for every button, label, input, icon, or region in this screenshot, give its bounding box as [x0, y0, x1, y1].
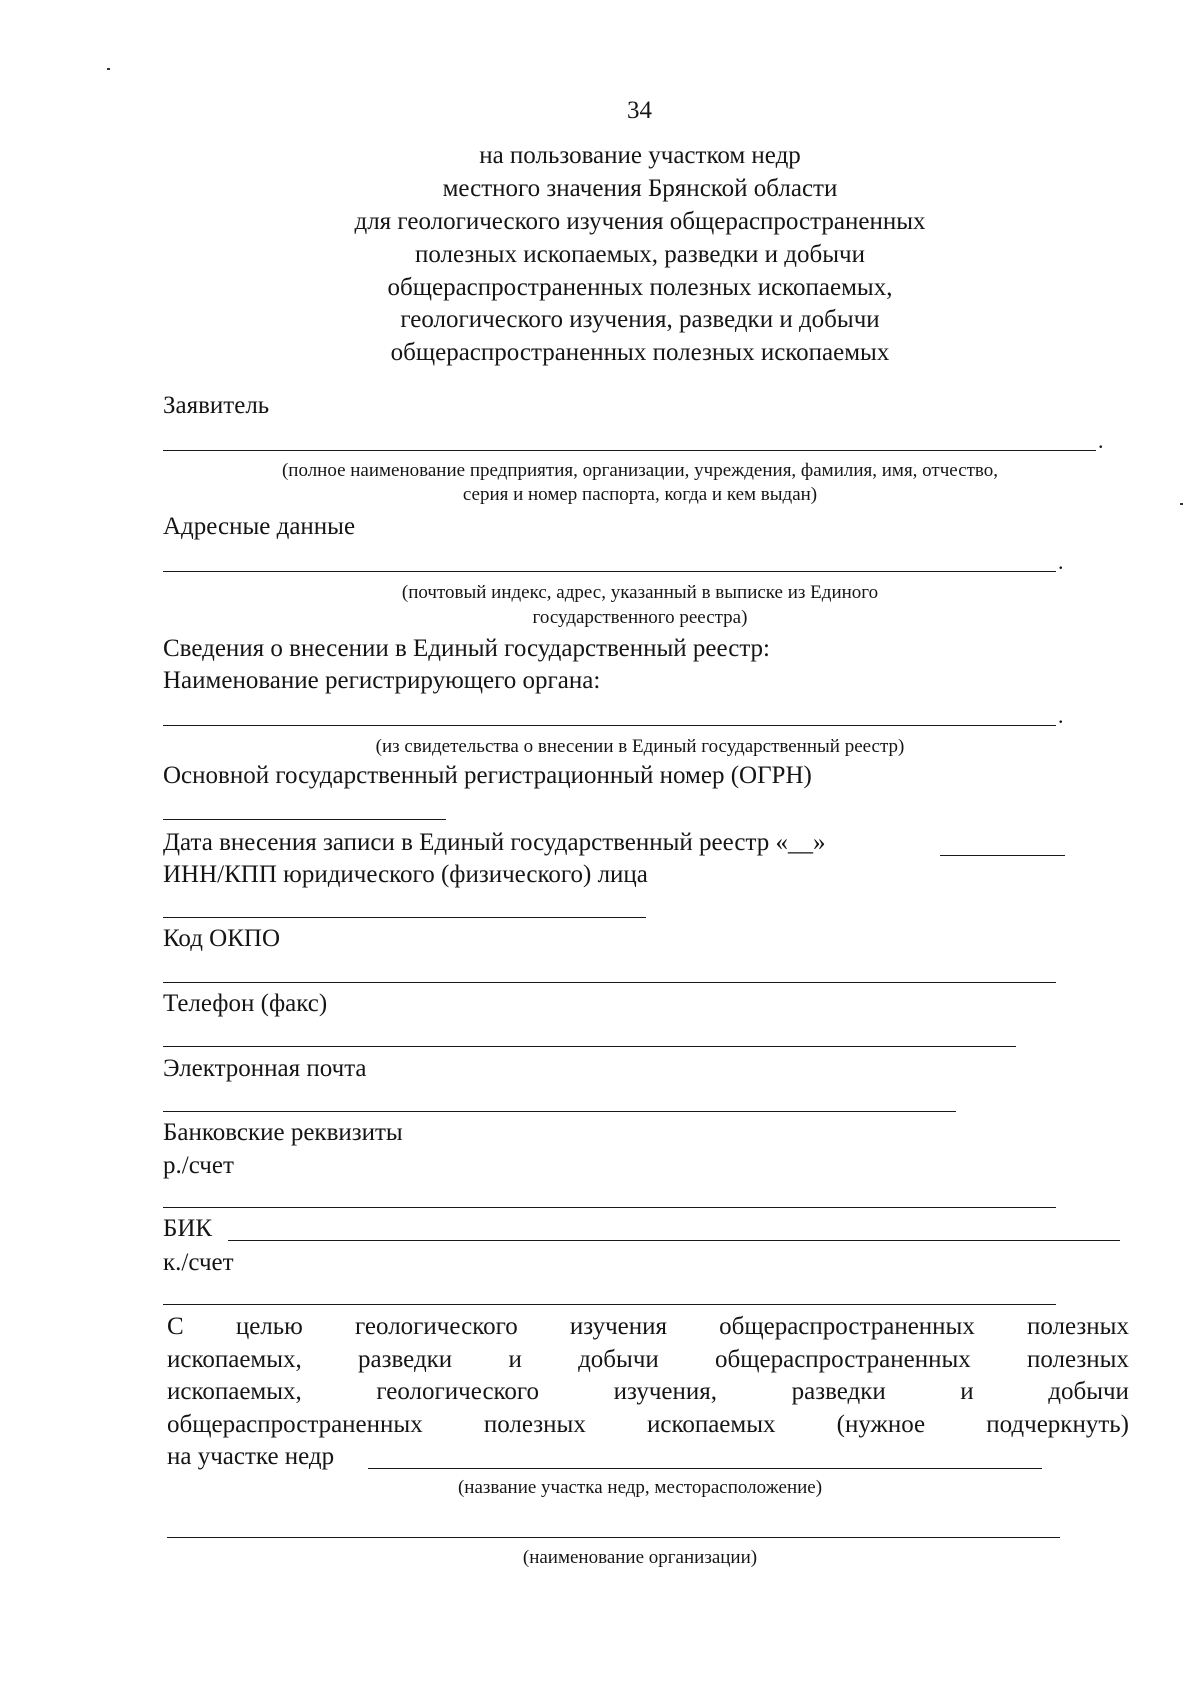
corr-account-field[interactable]	[163, 1304, 1056, 1305]
bik-field[interactable]	[228, 1240, 1120, 1241]
phone-label: Телефон (факс)	[163, 990, 328, 1017]
bank-details-label: Банковские реквизиты	[163, 1119, 403, 1146]
word: разведки	[791, 1378, 886, 1405]
word: геологического	[376, 1378, 540, 1405]
word: общераспространенных	[719, 1313, 975, 1340]
phone-field[interactable]	[163, 1046, 1016, 1047]
word: добычи	[1048, 1378, 1129, 1405]
page-number: 34	[627, 97, 652, 124]
email-field[interactable]	[163, 1111, 956, 1112]
word: ископаемых	[646, 1411, 776, 1438]
heading-line: для геологического изучения общераспространенных	[354, 208, 926, 235]
word: изучения	[569, 1313, 667, 1340]
word: целью	[235, 1313, 303, 1340]
applicant-hint: (полное наименование предприятия, организации, учреждения, фамилия, имя, отчество,	[281, 460, 999, 481]
bank-account-field[interactable]	[163, 1207, 1056, 1208]
site-hint: (название участка недр, месторасположение)	[457, 1477, 823, 1498]
word: добычи	[578, 1346, 659, 1373]
purpose-line	[167, 1347, 1129, 1372]
word: подчеркнуть)	[986, 1411, 1129, 1438]
site-label: на участке недр	[167, 1443, 335, 1470]
heading-line: общераспространенных полезных ископаемых	[390, 339, 890, 366]
registry-authority-hint: (из свидетельства о внесении в Единый государственный реестр)	[375, 736, 905, 757]
registry-date-label: Дата внесения записи в Единый государственный реестр «__»	[163, 829, 826, 856]
word: ископаемых,	[167, 1378, 302, 1405]
address-label: Адресные данные	[163, 513, 356, 540]
heading-line: общераспространенных полезных ископаемых,	[387, 274, 893, 301]
word: разведки	[358, 1346, 453, 1373]
registry-authority-field[interactable]	[163, 725, 1056, 726]
address-hint: (почтовый индекс, адрес, указанный в выписке из Единого	[401, 582, 879, 603]
scan-speck	[1180, 503, 1183, 505]
corr-account-label: к./счет	[163, 1249, 234, 1276]
applicant-field-period: .	[1098, 428, 1104, 453]
applicant-hint: серия и номер паспорта, когда и кем выдан)	[462, 484, 818, 505]
purpose-line	[167, 1314, 1129, 1339]
okpo-field[interactable]	[163, 982, 1056, 983]
word: и	[508, 1346, 522, 1373]
heading-line: на пользование участком недр	[479, 142, 801, 169]
organization-field[interactable]	[167, 1537, 1060, 1538]
purpose-line	[167, 1412, 1129, 1437]
registry-info-label: Сведения о внесении в Единый государственный реестр:	[163, 635, 770, 662]
site-field[interactable]	[368, 1468, 1042, 1469]
scan-speck	[107, 68, 110, 70]
heading-line: местного значения Брянской области	[442, 175, 838, 202]
registry-date-field[interactable]	[940, 855, 1065, 856]
word: С	[167, 1313, 184, 1340]
purpose-line	[167, 1379, 1129, 1404]
word: геологического	[355, 1313, 518, 1340]
word: (нужное	[836, 1411, 926, 1438]
inn-kpp-label: ИНН/КПП юридического (физического) лица	[163, 861, 648, 888]
okpo-label: Код ОКПО	[163, 925, 281, 952]
bik-label: БИК	[163, 1215, 213, 1242]
email-label: Электронная почта	[163, 1055, 367, 1082]
word: изучения,	[613, 1378, 718, 1405]
word: полезных	[483, 1411, 586, 1438]
heading-line: геологического изучения, разведки и добычи	[400, 306, 880, 333]
registry-authority-label: Наименование регистрирующего органа:	[163, 667, 601, 694]
ogrn-label: Основной государственный регистрационный номер (ОГРН)	[163, 762, 812, 789]
word: ископаемых,	[167, 1346, 302, 1373]
word: и	[960, 1378, 974, 1405]
word: полезных	[1027, 1346, 1129, 1373]
address-hint: государственного реестра)	[532, 607, 748, 628]
applicant-label: Заявитель	[163, 392, 270, 419]
word: общераспространенных	[715, 1346, 971, 1373]
word: общераспространенных	[167, 1411, 423, 1438]
word: полезных	[1027, 1313, 1129, 1340]
authority-field-period: .	[1058, 703, 1064, 728]
applicant-field[interactable]	[163, 450, 1096, 451]
bank-account-label: р./счет	[163, 1152, 234, 1179]
inn-kpp-field[interactable]	[163, 917, 646, 918]
organization-hint: (наименование организации)	[522, 1547, 758, 1568]
address-field[interactable]	[163, 571, 1056, 572]
heading-line: полезных ископаемых, разведки и добычи	[415, 241, 865, 268]
address-field-period: .	[1058, 549, 1064, 574]
ogrn-field[interactable]	[163, 819, 446, 820]
